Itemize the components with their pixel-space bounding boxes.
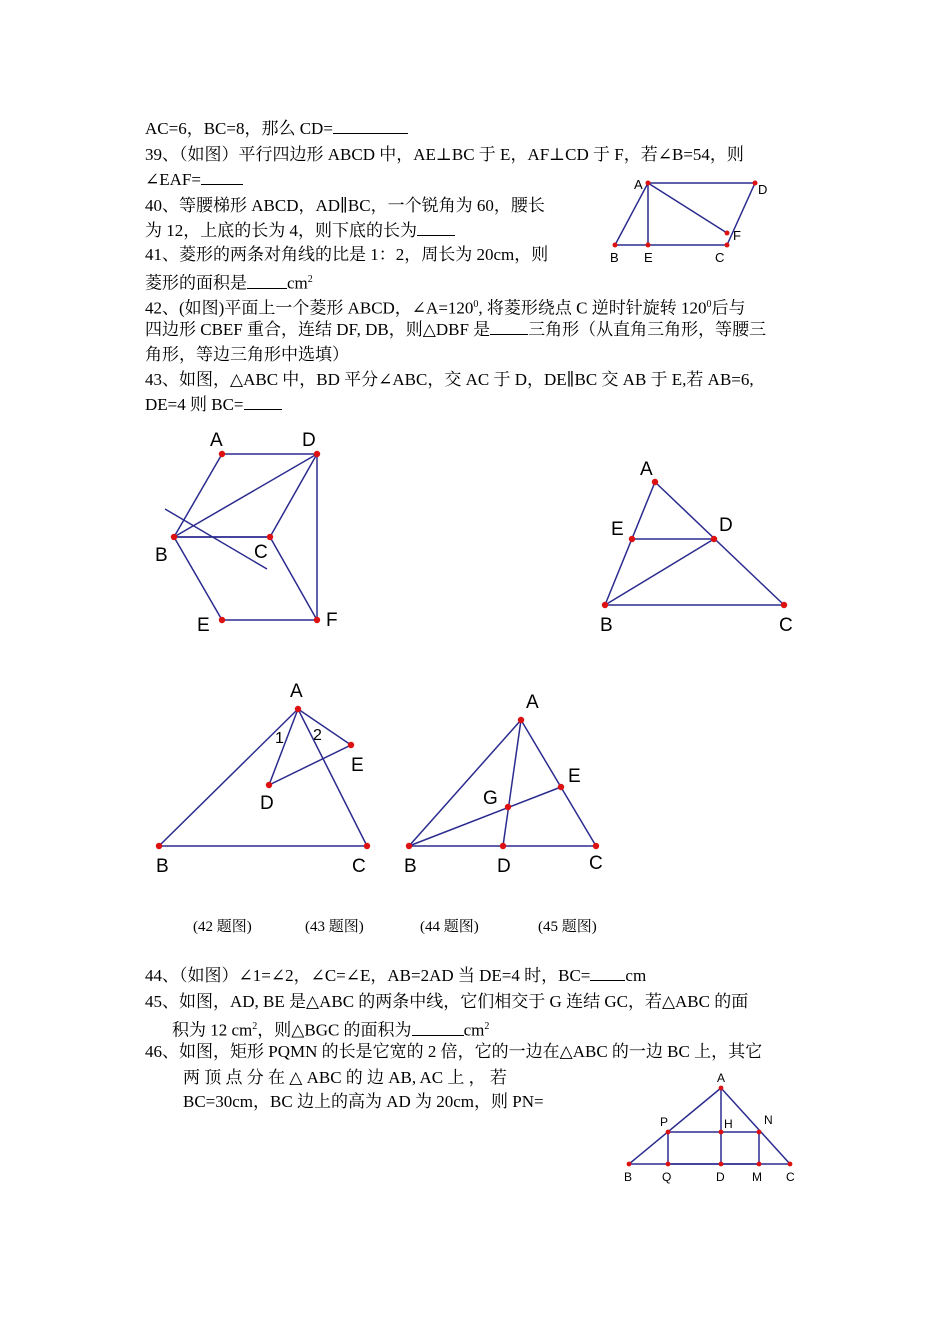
label-angle-1: 1 bbox=[275, 730, 284, 747]
label-e: E bbox=[611, 519, 624, 540]
caption-43: (43 题图) bbox=[305, 919, 364, 935]
point-e bbox=[646, 243, 651, 248]
q39-text: ∠EAF= bbox=[145, 170, 201, 189]
point-a bbox=[518, 717, 524, 723]
label-d: D bbox=[302, 430, 316, 451]
figure-42 bbox=[165, 454, 317, 620]
point-d bbox=[266, 782, 272, 788]
point-a bbox=[295, 706, 301, 712]
fig42-db bbox=[174, 454, 317, 537]
q43-text: DE=4 则 BC= bbox=[145, 395, 244, 414]
q45-sup: 2 bbox=[252, 1021, 258, 1032]
point-e bbox=[629, 536, 635, 542]
label-e: E bbox=[351, 755, 364, 776]
label-b: B bbox=[155, 545, 168, 566]
q46-line2: 两 顶 点 分 在 △ ABC 的 边 AB, AC 上 ， 若 bbox=[183, 1068, 507, 1087]
q46-line3: BC=30cm，BC 边上的高为 AD 为 20cm，则 PN= bbox=[183, 1092, 544, 1111]
label-g: G bbox=[483, 788, 498, 809]
point-a bbox=[646, 181, 651, 186]
fig39-af bbox=[648, 183, 727, 233]
caption-44: (44 题图) bbox=[420, 919, 479, 935]
q38-text: AC=6，BC=8，那么 CD= bbox=[145, 119, 333, 138]
fig44-triangle-ade bbox=[269, 709, 351, 785]
point-d bbox=[753, 181, 758, 186]
point-b bbox=[627, 1162, 632, 1167]
q42-text-a: 42、(如图)平面上一个菱形 ABCD，∠A=120 bbox=[145, 298, 474, 318]
q42-sup2: 0 bbox=[706, 299, 712, 310]
q39-line1: 39、（如图）平行四边形 ABCD 中，AE⊥BC 于 E，AF⊥CD 于 F，若∠B=54，则 bbox=[145, 145, 744, 164]
point-n bbox=[757, 1130, 762, 1135]
q42-sup: 0 bbox=[473, 299, 479, 310]
q45-unit: cm bbox=[463, 1020, 485, 1040]
label-p: P bbox=[660, 1115, 669, 1129]
fig44-triangle-abc bbox=[159, 709, 367, 846]
caption-45: (45 题图) bbox=[538, 919, 597, 935]
label-h: H bbox=[724, 1117, 733, 1131]
point-b bbox=[156, 843, 162, 849]
point-c bbox=[267, 534, 273, 540]
point-e bbox=[558, 784, 564, 790]
q45-text-a: 积为 12 cm bbox=[172, 1020, 253, 1040]
label-e: E bbox=[568, 766, 581, 787]
label-f: F bbox=[326, 610, 338, 631]
point-c bbox=[788, 1162, 793, 1167]
label-c: C bbox=[352, 856, 366, 877]
label-d: D bbox=[758, 182, 768, 197]
label-e: E bbox=[197, 615, 210, 636]
point-b bbox=[613, 243, 618, 248]
label-a: A bbox=[640, 459, 653, 480]
label-c: C bbox=[715, 250, 725, 265]
label-a: A bbox=[210, 430, 223, 451]
point-p bbox=[666, 1130, 671, 1135]
point-m bbox=[757, 1162, 762, 1167]
label-d: D bbox=[260, 793, 274, 814]
point-f bbox=[725, 231, 730, 236]
label-n: N bbox=[764, 1113, 773, 1127]
label-d: D bbox=[716, 1170, 725, 1184]
fig45-ad bbox=[503, 720, 521, 846]
q45-text-b: ，则△BGC 的面积为 bbox=[257, 1020, 412, 1040]
q40-line1: 40、等腰梯形 ABCD，AD∥BC，一个锐角为 60，腰长 bbox=[145, 196, 545, 215]
label-a: A bbox=[634, 177, 643, 192]
label-c: C bbox=[786, 1170, 795, 1184]
q46-line1: 46、如图，矩形 PQMN 的长是它宽的 2 倍，它的一边在△ABC 的一边 BC 上，其它 bbox=[145, 1042, 763, 1061]
point-q bbox=[666, 1162, 671, 1167]
point-g bbox=[505, 804, 511, 810]
label-b: B bbox=[404, 856, 417, 877]
q42-text-c: 后与 bbox=[711, 298, 746, 318]
label-a: A bbox=[717, 1071, 726, 1085]
point-e bbox=[219, 617, 225, 623]
label-f: F bbox=[733, 228, 741, 243]
point-a bbox=[652, 479, 658, 485]
label-c: C bbox=[779, 615, 793, 636]
q44-unit: cm bbox=[625, 966, 647, 985]
fig43-triangle bbox=[605, 482, 784, 605]
label-q: Q bbox=[662, 1170, 672, 1184]
point-a bbox=[219, 451, 225, 457]
label-a: A bbox=[290, 681, 303, 702]
point-b bbox=[406, 843, 412, 849]
label-b: B bbox=[156, 856, 169, 877]
point-a bbox=[719, 1086, 724, 1091]
point-e bbox=[348, 742, 354, 748]
label-d: D bbox=[497, 856, 511, 877]
fig42-arc-line bbox=[165, 509, 267, 569]
point-c bbox=[781, 602, 787, 608]
q45-line1: 45、如图，AD, BE 是△ABC 的两条中线，它们相交于 G 连结 GC，若△ABC 的面 bbox=[145, 992, 749, 1011]
point-d bbox=[711, 536, 717, 542]
label-c: C bbox=[589, 853, 603, 874]
label-e: E bbox=[644, 250, 653, 265]
label-d: D bbox=[719, 515, 733, 536]
point-d bbox=[719, 1162, 724, 1167]
q45-unit-sup: 2 bbox=[484, 1021, 490, 1032]
q40-text: 为 12，上底的长为 4，则下底的长为 bbox=[145, 221, 417, 240]
figure-44 bbox=[159, 709, 367, 846]
fig43-bd bbox=[605, 539, 714, 605]
q41-line1: 41、菱形的两条对角线的比是 1：2，周长为 20cm，则 bbox=[145, 245, 549, 264]
label-c: C bbox=[254, 542, 268, 563]
point-c bbox=[725, 243, 730, 248]
label-b: B bbox=[610, 250, 619, 265]
label-b: B bbox=[600, 615, 613, 636]
point-f bbox=[314, 617, 320, 623]
q42-text-e: 三角形（从直角三角形，等腰三 bbox=[528, 320, 767, 339]
q43-line1: 43、如图，△ABC 中，BD 平分∠ABC，交 AC 于 D，DE∥BC 交 AB 于 E,若 AB=6, bbox=[145, 370, 754, 389]
q42-text-d: 四边形 CBEF 重合，连结 DF, DB，则△DBF 是 bbox=[145, 320, 491, 339]
figure-43 bbox=[605, 482, 784, 605]
label-m: M bbox=[752, 1170, 762, 1184]
q41-unit: cm bbox=[287, 273, 308, 293]
q41-unit-sup: 2 bbox=[307, 274, 313, 285]
point-d bbox=[500, 843, 506, 849]
label-b: B bbox=[624, 1170, 633, 1184]
q44-text: 44、（如图）∠1=∠2，∠C=∠E，AB=2AD 当 DE=4 时，BC= bbox=[145, 966, 591, 985]
point-h bbox=[719, 1130, 724, 1135]
q42-line3: 角形，等边三角形中选填） bbox=[145, 345, 349, 364]
label-a: A bbox=[526, 692, 539, 713]
point-b bbox=[602, 602, 608, 608]
q42-text-b: , 将菱形绕点 C 逆时针旋转 120 bbox=[478, 298, 707, 318]
fig46-rectangle bbox=[668, 1132, 759, 1164]
point-d bbox=[314, 451, 320, 457]
q41-text: 菱形的面积是 bbox=[145, 273, 247, 293]
label-angle-2: 2 bbox=[313, 727, 322, 744]
fig42-rhombus-cbef bbox=[174, 537, 317, 620]
point-b bbox=[171, 534, 177, 540]
point-c bbox=[364, 843, 370, 849]
point-c bbox=[593, 843, 599, 849]
caption-42: (42 题图) bbox=[193, 919, 252, 935]
